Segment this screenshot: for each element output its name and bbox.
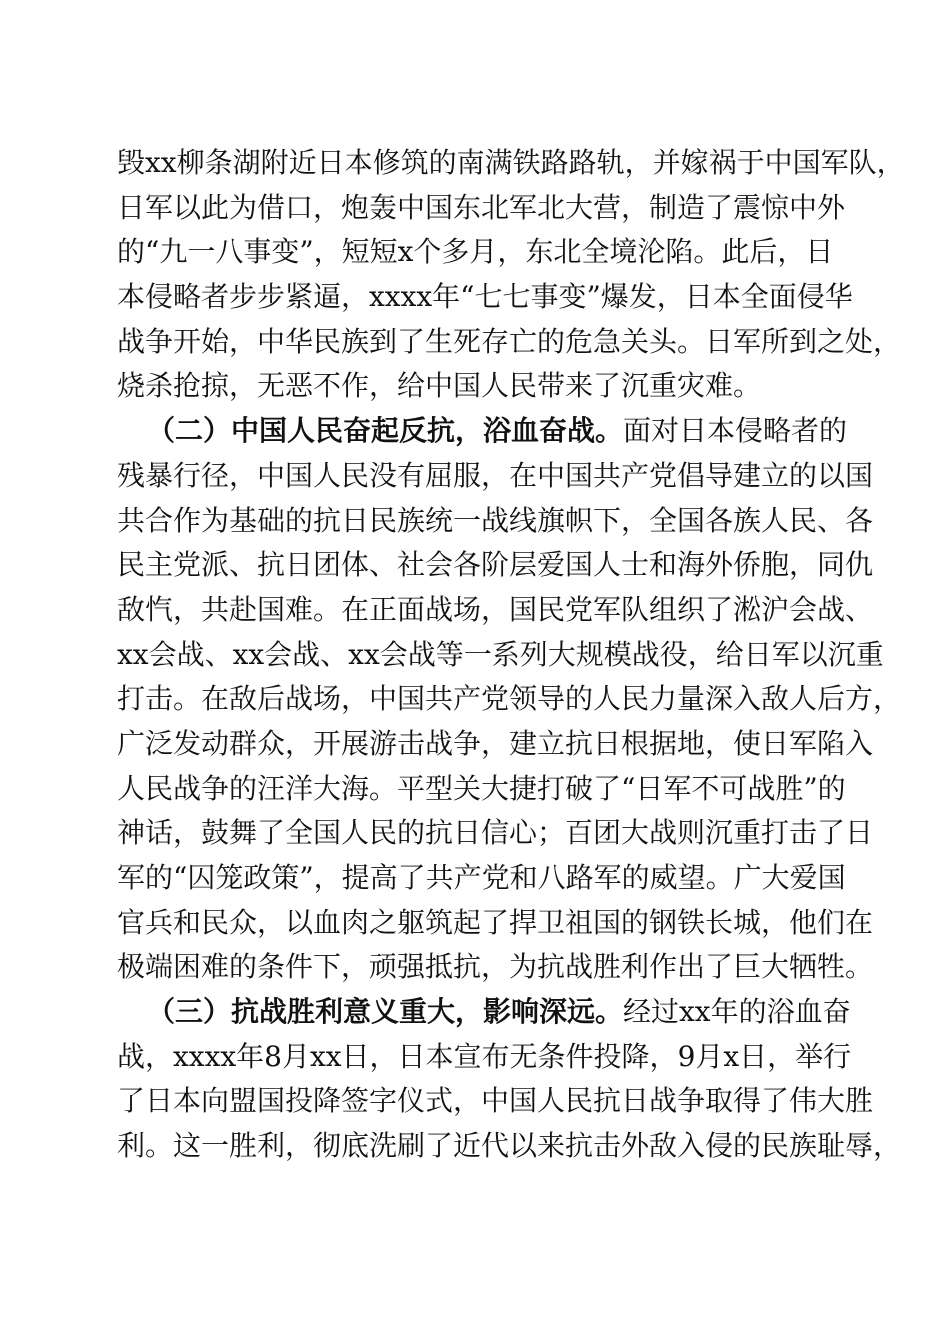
line-text: 神话，鼓舞了全国人民的抗日信心；百团大战则沉重打击了日 — [117, 816, 874, 850]
line-text: 日军以此为借口，炮轰中国东北军北大营，制造了震惊中外 — [117, 190, 846, 224]
body-text-line — [117, 186, 846, 231]
line-text: 打击。在敌后战场，中国共产党领导的人民力量深入敌人后方， — [117, 682, 902, 716]
line-text: 经过xx年的浴血奋 — [623, 995, 851, 1029]
body-text-line — [117, 588, 874, 633]
body-text-line — [117, 230, 833, 275]
body-text-line — [117, 275, 853, 320]
body-text-line — [117, 856, 846, 901]
body-text-line — [117, 499, 874, 544]
body-text-line — [117, 767, 846, 812]
line-text: 民主党派、抗日团体、社会各阶层爱国人士和海外侨胞，同仇 — [117, 548, 874, 582]
body-text-line — [117, 811, 874, 856]
line-text: 了日本向盟国投降签字仪式，中国人民抗日战争取得了伟大胜 — [117, 1084, 874, 1118]
body-text-line — [117, 633, 884, 678]
line-text: 极端困难的条件下，顽强抵抗，为抗战胜利作出了巨大牺牲。 — [117, 950, 874, 984]
body-text-line — [117, 1079, 874, 1124]
body-text-line — [117, 677, 902, 722]
line-text: 毁xx柳条湖附近日本修筑的南满铁路路轨，并嫁祸于中国军队， — [117, 146, 905, 179]
body-text-line — [117, 945, 874, 990]
line-text: 战，xxxx年8月xx日，日本宣布无条件投降，9月x日，举行 — [117, 1039, 852, 1073]
body-text-line — [117, 722, 874, 767]
line-text: xx会战、xx会战、xx会战等一系列大规模战役，给日军以沉重 — [117, 637, 884, 671]
body-text-line — [117, 320, 902, 365]
line-text: 烧杀抢掠，无恶不作，给中国人民带来了沉重灾难。 — [117, 369, 762, 403]
line-text: 共合作为基础的抗日民族统一战线旗帜下，全国各族人民、各 — [117, 503, 874, 537]
body-text-line — [117, 364, 833, 409]
body-text-line — [117, 901, 874, 946]
body-text-line — [117, 141, 905, 186]
line-text: 敌忾，共赴国难。在正面战场，国民党军队组织了淞沪会战、 — [117, 592, 874, 626]
line-text: 利。这一胜利，彻底洗刷了近代以来抗击外敌入侵的民族耻辱， — [117, 1129, 902, 1163]
document-page — [117, 141, 905, 1169]
line-text: 面对日本侵略者的 — [623, 414, 848, 448]
section-heading: （二）中国人民奋起反抗，浴血奋战。 — [147, 414, 624, 448]
line-text: 人民战争的汪洋大海。平型关大捷打破了“日军不可战胜”的 — [117, 771, 846, 805]
body-text-line — [117, 454, 874, 499]
line-text: 广泛发动群众，开展游击战争，建立抗日根据地，使日军陷入 — [117, 726, 874, 760]
line-text: 战争开始，中华民族到了生死存亡的危急关头。日军所到之处， — [117, 324, 902, 358]
line-text: 军的“囚笼政策”，提高了共产党和八路军的威望。广大爱国 — [117, 861, 846, 894]
body-text-line — [117, 1124, 902, 1169]
section-heading: （三）抗战胜利意义重大，影响深远。 — [147, 995, 624, 1029]
line-text: 官兵和民众，以血肉之躯筑起了捍卫祖国的钢铁长城，他们在 — [117, 905, 874, 939]
body-text-line — [117, 543, 874, 588]
section-heading-line — [117, 409, 848, 454]
line-text: 残暴行径，中国人民没有屈服，在中国共产党倡导建立的以国 — [117, 458, 874, 492]
body-text-line — [117, 1035, 852, 1080]
line-text: 的“九一八事变”，短短x个多月，东北全境沦陷。此后，日 — [117, 235, 834, 269]
line-text: 本侵略者步步紧逼，xxxx年“七七事变”爆发，日本全面侵华 — [117, 280, 853, 314]
section-heading-line — [117, 990, 851, 1035]
